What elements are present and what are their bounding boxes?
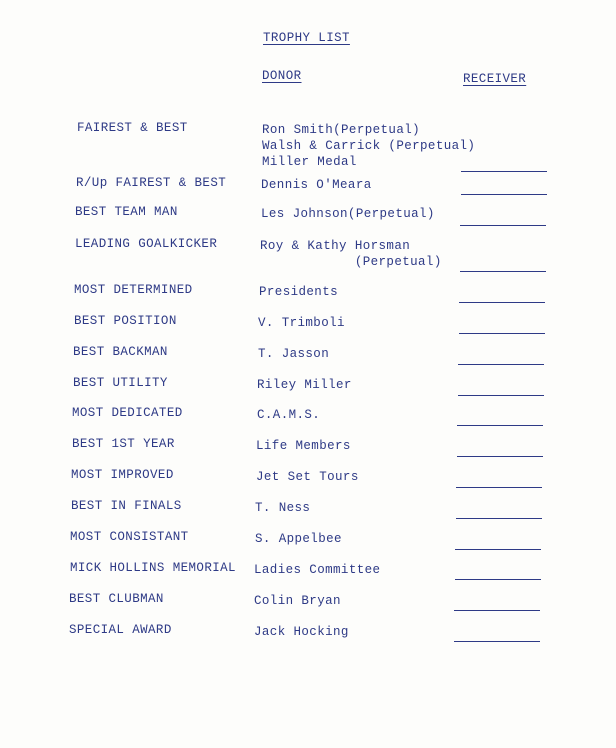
award-name: SPECIAL AWARD <box>69 623 172 637</box>
receiver-blank-line <box>460 271 546 272</box>
receiver-blank-line <box>457 425 543 426</box>
donor-name: Presidents <box>259 285 339 299</box>
receiver-blank-line <box>455 579 541 580</box>
donor-name: S. Appelbee <box>255 532 342 546</box>
award-name: BEST IN FINALS <box>71 499 182 513</box>
award-name: MOST IMPROVED <box>71 468 174 482</box>
receiver-blank-line <box>456 487 542 488</box>
award-name: LEADING GOALKICKER <box>75 237 218 251</box>
receiver-blank-line <box>461 171 547 172</box>
donor-name: Riley Miller <box>257 378 352 392</box>
award-name: BEST CLUBMAN <box>69 592 164 606</box>
donor-name: Colin Bryan <box>254 594 341 608</box>
receiver-blank-line <box>457 456 543 457</box>
donor-name: Ron Smith(Perpetual) Walsh & Carrick (Perpetual) Miller Medal <box>262 123 476 169</box>
donor-name: Jack Hocking <box>254 625 349 639</box>
award-name: MOST DEDICATED <box>72 406 183 420</box>
donor-name: Dennis O'Meara <box>261 178 372 192</box>
receiver-blank-line <box>461 194 547 195</box>
receiver-blank-line <box>459 302 545 303</box>
donor-column-header: DONOR <box>262 69 302 83</box>
donor-name: Jet Set Tours <box>256 470 359 484</box>
award-name: MOST CONSISTANT <box>70 530 189 544</box>
receiver-blank-line <box>458 364 544 365</box>
receiver-blank-line <box>455 549 541 550</box>
donor-name: Les Johnson(Perpetual) <box>261 207 435 221</box>
award-name: BEST BACKMAN <box>73 345 168 359</box>
donor-name: Life Members <box>256 439 351 453</box>
award-name: MICK HOLLINS MEMORIAL <box>70 561 236 575</box>
receiver-blank-line <box>459 333 545 334</box>
donor-name: T. Jasson <box>258 347 330 361</box>
award-name: MOST DETERMINED <box>74 283 193 297</box>
receiver-blank-line <box>454 641 540 642</box>
donor-name: Roy & Kathy Horsman (Perpetual) <box>260 239 442 269</box>
donor-name: T. Ness <box>255 501 311 515</box>
award-name: BEST POSITION <box>74 314 177 328</box>
donor-name: C.A.M.S. <box>257 408 321 422</box>
award-name: BEST UTILITY <box>73 376 168 390</box>
receiver-blank-line <box>458 395 544 396</box>
award-name: R/Up FAIREST & BEST <box>76 176 227 190</box>
donor-name: Ladies Committee <box>254 563 381 577</box>
donor-name: V. Trimboli <box>258 316 345 330</box>
award-name: BEST 1ST YEAR <box>72 437 175 451</box>
receiver-blank-line <box>454 610 540 611</box>
award-name: BEST TEAM MAN <box>75 205 178 219</box>
award-name: FAIREST & BEST <box>77 121 188 135</box>
receiver-column-header: RECEIVER <box>463 72 527 86</box>
receiver-blank-line <box>460 225 546 226</box>
page-title: TROPHY LIST <box>263 31 350 45</box>
receiver-blank-line <box>456 518 542 519</box>
